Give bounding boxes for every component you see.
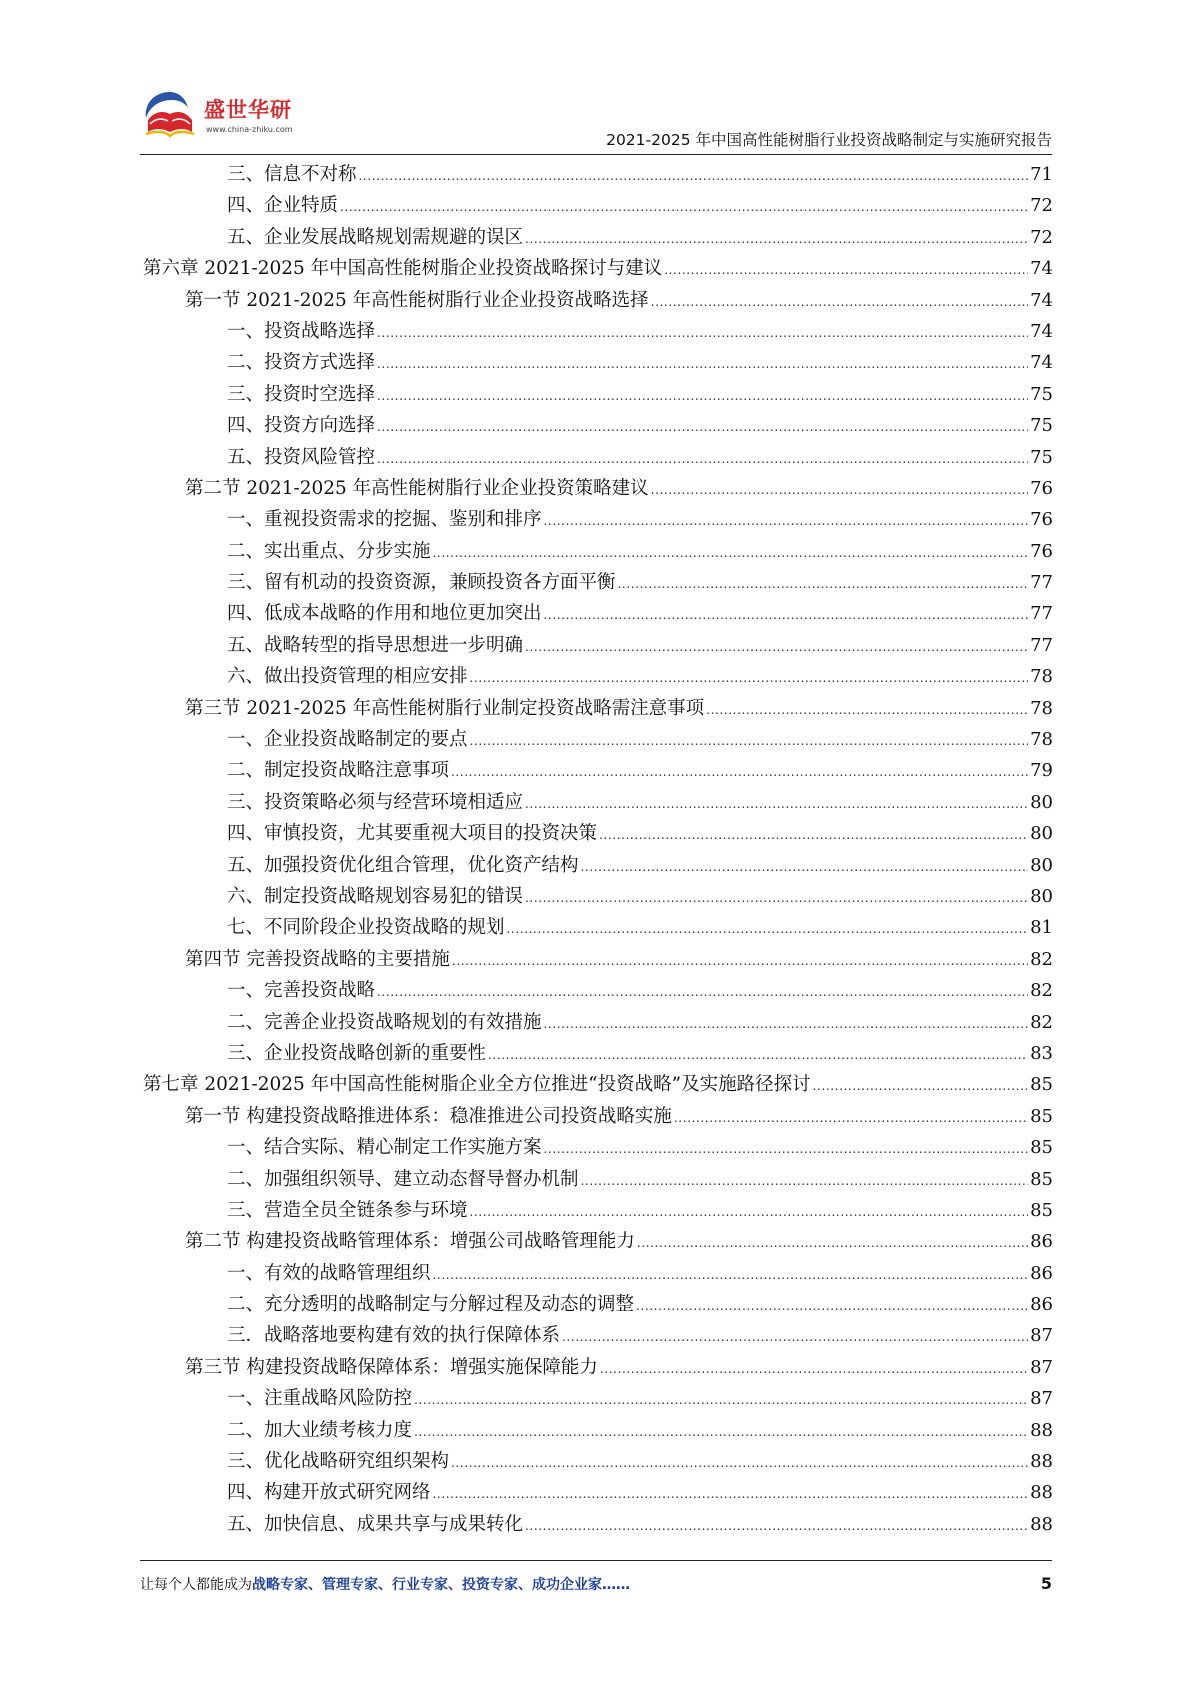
- toc-entry[interactable]: [143, 380, 1053, 411]
- toc-entry-title: 三、信息不对称: [227, 164, 357, 185]
- toc-entry-title: 四、低成本战略的作用和地位更加突出: [227, 603, 542, 625]
- toc-entry-page: 86: [1030, 1294, 1053, 1316]
- toc-entry-title: 三、优化战略研究组织架构: [227, 1451, 450, 1473]
- toc-entry-page: 81: [1030, 917, 1053, 939]
- toc-entry-page: 87: [1030, 1325, 1053, 1347]
- toc-dot-leader: [599, 828, 1028, 842]
- toc-entry[interactable]: [143, 945, 1053, 976]
- toc-entry-title: 三．战略落地要构建有效的执行保障体系: [227, 1325, 561, 1347]
- toc-entry-page: 74: [1030, 320, 1053, 342]
- toc-entry-title: 二、完善企业投资战略规划的有效措施: [227, 1011, 542, 1033]
- toc-entry-page: 85: [1030, 1074, 1053, 1096]
- toc-entry-page: 76: [1030, 509, 1053, 531]
- toc-dot-leader: [618, 577, 1029, 591]
- toc-dot-leader: [813, 1079, 1029, 1093]
- toc-entry-title: 二、充分透明的战略制定与分解过程及动态的调整: [227, 1294, 635, 1316]
- toc-entry-title: 二、加大业绩考核力度: [227, 1419, 413, 1441]
- toc-entry-title: 一、有效的战略管理组织: [227, 1262, 431, 1284]
- toc-dot-leader: [359, 169, 1029, 183]
- toc-entry[interactable]: [143, 1165, 1053, 1196]
- toc-entry[interactable]: [143, 662, 1053, 693]
- toc-entry[interactable]: [143, 1196, 1053, 1227]
- toc-entry[interactable]: [143, 1102, 1053, 1133]
- toc-entry[interactable]: [143, 1478, 1053, 1509]
- toc-entry-title: 一、结合实际、精心制定工作实施方案: [227, 1137, 542, 1159]
- toc-entry-title: 第二节 构建投资战略管理体系：增强公司战略管理能力: [185, 1231, 635, 1253]
- toc-entry[interactable]: [143, 443, 1053, 474]
- company-logo: [140, 82, 320, 148]
- toc-entry[interactable]: [143, 599, 1053, 630]
- page-footer: [140, 1574, 1052, 1598]
- toc-entry-title: 第一节 构建投资战略推进体系：稳准推进公司投资战略实施: [185, 1105, 672, 1127]
- toc-entry-page: 82: [1030, 1011, 1053, 1033]
- toc-dot-leader: [651, 295, 1028, 309]
- toc-entry-title: 一、重视投资需求的挖掘、鉴别和排序: [227, 509, 542, 531]
- toc-entry-page: 80: [1030, 823, 1053, 845]
- toc-dot-leader: [581, 860, 1029, 874]
- toc-entry-page: 88: [1030, 1513, 1053, 1535]
- toc-entry-title: 五、投资风险管控: [227, 446, 376, 468]
- toc-entry-page: 85: [1030, 1199, 1053, 1221]
- page-header: [140, 82, 1052, 152]
- toc-entry-title: 二、投资方式选择: [227, 352, 376, 374]
- toc-entry-page: 74: [1030, 258, 1053, 280]
- toc-entry-page: 80: [1030, 854, 1053, 876]
- toc-entry-page: 75: [1030, 383, 1053, 405]
- toc-entry[interactable]: [143, 913, 1053, 944]
- toc-entry[interactable]: [143, 1384, 1053, 1415]
- toc-entry-title: 四、投资方向选择: [227, 415, 376, 437]
- toc-entry[interactable]: [143, 694, 1053, 725]
- toc-entry-title: 第二节 2021-2025 年高性能树脂行业企业投资策略建议: [185, 477, 649, 499]
- toc-entry-title: 第三节 2021-2025 年高性能树脂行业制定投资战略需注意事项: [185, 697, 705, 719]
- toc-entry[interactable]: [143, 1039, 1053, 1070]
- toc-entry-title: 第六章 2021-2025 年中国高性能树脂企业投资战略探讨与建议: [143, 258, 663, 280]
- toc-dot-leader: [451, 765, 1028, 779]
- toc-entry-page: 87: [1030, 1356, 1053, 1378]
- toc-entry-page: 76: [1030, 540, 1053, 562]
- toc-entry-title: 一、注重战略风险防控: [227, 1388, 413, 1410]
- toc-entry[interactable]: [143, 474, 1053, 505]
- footer-divider: [140, 1560, 1052, 1561]
- toc-entry[interactable]: [143, 1353, 1053, 1384]
- toc-dot-leader: [433, 1487, 1029, 1501]
- toc-entry-page: 75: [1030, 446, 1053, 468]
- toc-entry-page: 86: [1030, 1262, 1053, 1284]
- toc-entry[interactable]: [143, 1227, 1053, 1258]
- toc-entry-title: 五、企业发展战略规划需规避的误区: [227, 226, 524, 248]
- toc-entry[interactable]: [143, 1290, 1053, 1321]
- toc-entry-page: 72: [1030, 226, 1053, 248]
- toc-dot-leader: [340, 200, 1028, 214]
- toc-dot-leader: [581, 1174, 1029, 1188]
- book-swoosh-logo-icon: [140, 84, 202, 146]
- toc-dot-leader: [674, 1111, 1028, 1125]
- toc-entry[interactable]: [143, 756, 1053, 787]
- toc-dot-leader: [706, 703, 1028, 717]
- toc-entry-title: 三、留有机动的投资资源，兼顾投资各方面平衡: [227, 572, 616, 594]
- toc-entry[interactable]: [143, 411, 1053, 442]
- toc-entry-page: 82: [1030, 948, 1053, 970]
- toc-entry-page: 75: [1030, 415, 1053, 437]
- toc-entry-title: 五、加快信息、成果共享与成果转化: [227, 1513, 524, 1535]
- toc-entry-page: 87: [1030, 1388, 1053, 1410]
- toc-entry-title: 一、投资战略选择: [227, 320, 376, 342]
- toc-dot-leader: [525, 891, 1028, 905]
- toc-entry-title: 第三节 构建投资战略保障体系：增强实施保障能力: [185, 1356, 598, 1378]
- toc-entry-title: 第七章 2021-2025 年中国高性能树脂企业全方位推进“投资战略”及实施路径探讨: [143, 1074, 811, 1096]
- toc-dot-leader: [451, 1456, 1028, 1470]
- toc-entry[interactable]: [143, 568, 1053, 599]
- toc-entry-title: 三、企业投资战略创新的重要性: [227, 1042, 487, 1064]
- toc-entry[interactable]: [143, 882, 1053, 913]
- toc-entry[interactable]: [143, 223, 1053, 254]
- table-of-contents: [143, 160, 1053, 1541]
- toc-dot-leader: [377, 357, 1028, 371]
- toc-entry-title: 第四节 完善投资战略的主要措施: [185, 948, 450, 970]
- toc-entry-title: 五、加强投资优化组合管理，优化资产结构: [227, 854, 579, 876]
- toc-entry-title: 三、投资策略必须与经营环境相适应: [227, 791, 524, 813]
- toc-entry-page: 80: [1030, 885, 1053, 907]
- toc-entry-title: 四、企业特质: [227, 195, 339, 217]
- toc-entry-title: 六、做出投资管理的相应安排: [227, 666, 468, 688]
- toc-dot-leader: [377, 389, 1028, 403]
- logo-name: 盛世华研: [204, 98, 292, 122]
- toc-entry-page: 74: [1030, 289, 1053, 311]
- toc-dot-leader: [414, 1393, 1028, 1407]
- toc-entry-title: 四、构建开放式研究网络: [227, 1482, 431, 1504]
- toc-entry-title: 四、审慎投资，尤其要重视大项目的投资决策: [227, 823, 598, 845]
- toc-entry-title: 三、营造全员全链条参与环境: [227, 1199, 468, 1221]
- toc-entry[interactable]: [143, 1008, 1053, 1039]
- toc-entry[interactable]: [143, 1510, 1053, 1541]
- toc-entry-page: 77: [1030, 634, 1053, 656]
- toc-entry[interactable]: [143, 160, 1053, 191]
- toc-dot-leader: [470, 671, 1029, 685]
- toc-dot-leader: [544, 1142, 1029, 1156]
- header-divider: [140, 154, 1052, 155]
- toc-entry[interactable]: [143, 1259, 1053, 1290]
- toc-entry-title: 六、制定投资战略规划容易犯的错误: [227, 885, 524, 907]
- toc-dot-leader: [470, 1205, 1029, 1219]
- toc-entry[interactable]: [143, 191, 1053, 222]
- toc-entry-page: 77: [1030, 572, 1053, 594]
- toc-dot-leader: [636, 1299, 1028, 1313]
- toc-entry-page: 76: [1030, 477, 1053, 499]
- toc-entry[interactable]: [143, 819, 1053, 850]
- toc-entry[interactable]: [143, 788, 1053, 819]
- toc-entry-title: 五、战略转型的指导思想进一步明确: [227, 634, 524, 656]
- logo-url: www.china-zhiku.com: [206, 125, 293, 134]
- toc-entry-page: 78: [1030, 729, 1053, 751]
- toc-entry-title: 一、企业投资战略制定的要点: [227, 729, 468, 751]
- toc-entry[interactable]: [143, 254, 1053, 285]
- toc-entry-page: 78: [1030, 697, 1053, 719]
- toc-dot-leader: [562, 1330, 1028, 1344]
- toc-entry[interactable]: [143, 317, 1053, 348]
- toc-entry[interactable]: [143, 976, 1053, 1007]
- toc-entry-page: 77: [1030, 603, 1053, 625]
- toc-entry-page: 85: [1030, 1105, 1053, 1127]
- toc-dot-leader: [544, 1017, 1029, 1031]
- toc-dot-leader: [377, 420, 1028, 434]
- toc-entry-title: 二、制定投资战略注意事项: [227, 760, 450, 782]
- toc-entry-title: 一、完善投资战略: [227, 980, 376, 1002]
- toc-dot-leader: [525, 1519, 1028, 1533]
- toc-entry[interactable]: [143, 725, 1053, 756]
- toc-dot-leader: [433, 1268, 1029, 1282]
- toc-entry-page: 86: [1030, 1231, 1053, 1253]
- toc-dot-leader: [544, 514, 1029, 528]
- toc-dot-leader: [651, 483, 1028, 497]
- toc-dot-leader: [544, 608, 1029, 622]
- toc-entry-page: 74: [1030, 352, 1053, 374]
- toc-entry-page: 78: [1030, 666, 1053, 688]
- toc-entry-page: 85: [1030, 1168, 1053, 1190]
- toc-entry-page: 88: [1030, 1482, 1053, 1504]
- toc-entry[interactable]: [143, 1447, 1053, 1478]
- toc-entry-page: 82: [1030, 980, 1053, 1002]
- page-number: 5: [1040, 1574, 1052, 1593]
- toc-dot-leader: [433, 546, 1029, 560]
- toc-dot-leader: [452, 954, 1028, 968]
- toc-dot-leader: [525, 232, 1028, 246]
- toc-dot-leader: [525, 797, 1028, 811]
- toc-entry-title: 二、实出重点、分步实施: [227, 540, 431, 562]
- toc-entry[interactable]: [143, 1416, 1053, 1447]
- footer-slogan-emphasis: 战略专家、管理专家、行业专家、投资专家、成功企业家……: [252, 1577, 630, 1593]
- toc-entry-title: 七、不同阶段企业投资战略的规划: [227, 917, 505, 939]
- toc-entry-page: 88: [1030, 1451, 1053, 1473]
- toc-entry-page: 83: [1030, 1042, 1053, 1064]
- toc-entry-page: 80: [1030, 791, 1053, 813]
- toc-dot-leader: [377, 452, 1028, 466]
- toc-dot-leader: [488, 1048, 1028, 1062]
- footer-slogan-prefix: 让每个人都能成为: [140, 1577, 252, 1593]
- toc-entry-page: 72: [1030, 195, 1053, 217]
- toc-entry[interactable]: [143, 505, 1053, 536]
- toc-dot-leader: [470, 734, 1029, 748]
- toc-dot-leader: [507, 922, 1029, 936]
- toc-entry-page: 88: [1030, 1419, 1053, 1441]
- toc-entry[interactable]: [143, 348, 1053, 379]
- toc-dot-leader: [414, 1425, 1028, 1439]
- toc-entry[interactable]: [143, 631, 1053, 662]
- toc-entry[interactable]: [143, 1321, 1053, 1352]
- toc-entry-page: 71: [1030, 164, 1053, 185]
- toc-entry-title: 三、投资时空选择: [227, 383, 376, 405]
- report-title: 2021-2025 年中国高性能树脂行业投资战略制定与实施研究报告: [606, 131, 1052, 149]
- toc-entry-page: 85: [1030, 1137, 1053, 1159]
- toc-dot-leader: [637, 1236, 1028, 1250]
- toc-dot-leader: [600, 1362, 1028, 1376]
- toc-entry-title: 第一节 2021-2025 年高性能树脂行业企业投资战略选择: [185, 289, 649, 311]
- toc-entry[interactable]: [143, 537, 1053, 568]
- toc-dot-leader: [377, 326, 1028, 340]
- toc-entry-title: 二、加强组织领导、建立动态督导督办机制: [227, 1168, 579, 1190]
- toc-entry[interactable]: [143, 1070, 1053, 1101]
- toc-dot-leader: [377, 985, 1028, 999]
- toc-dot-leader: [525, 640, 1028, 654]
- toc-dot-leader: [664, 263, 1028, 277]
- toc-entry[interactable]: [143, 851, 1053, 882]
- toc-entry[interactable]: [143, 1133, 1053, 1164]
- toc-entry-page: 79: [1030, 760, 1053, 782]
- toc-entry[interactable]: [143, 286, 1053, 317]
